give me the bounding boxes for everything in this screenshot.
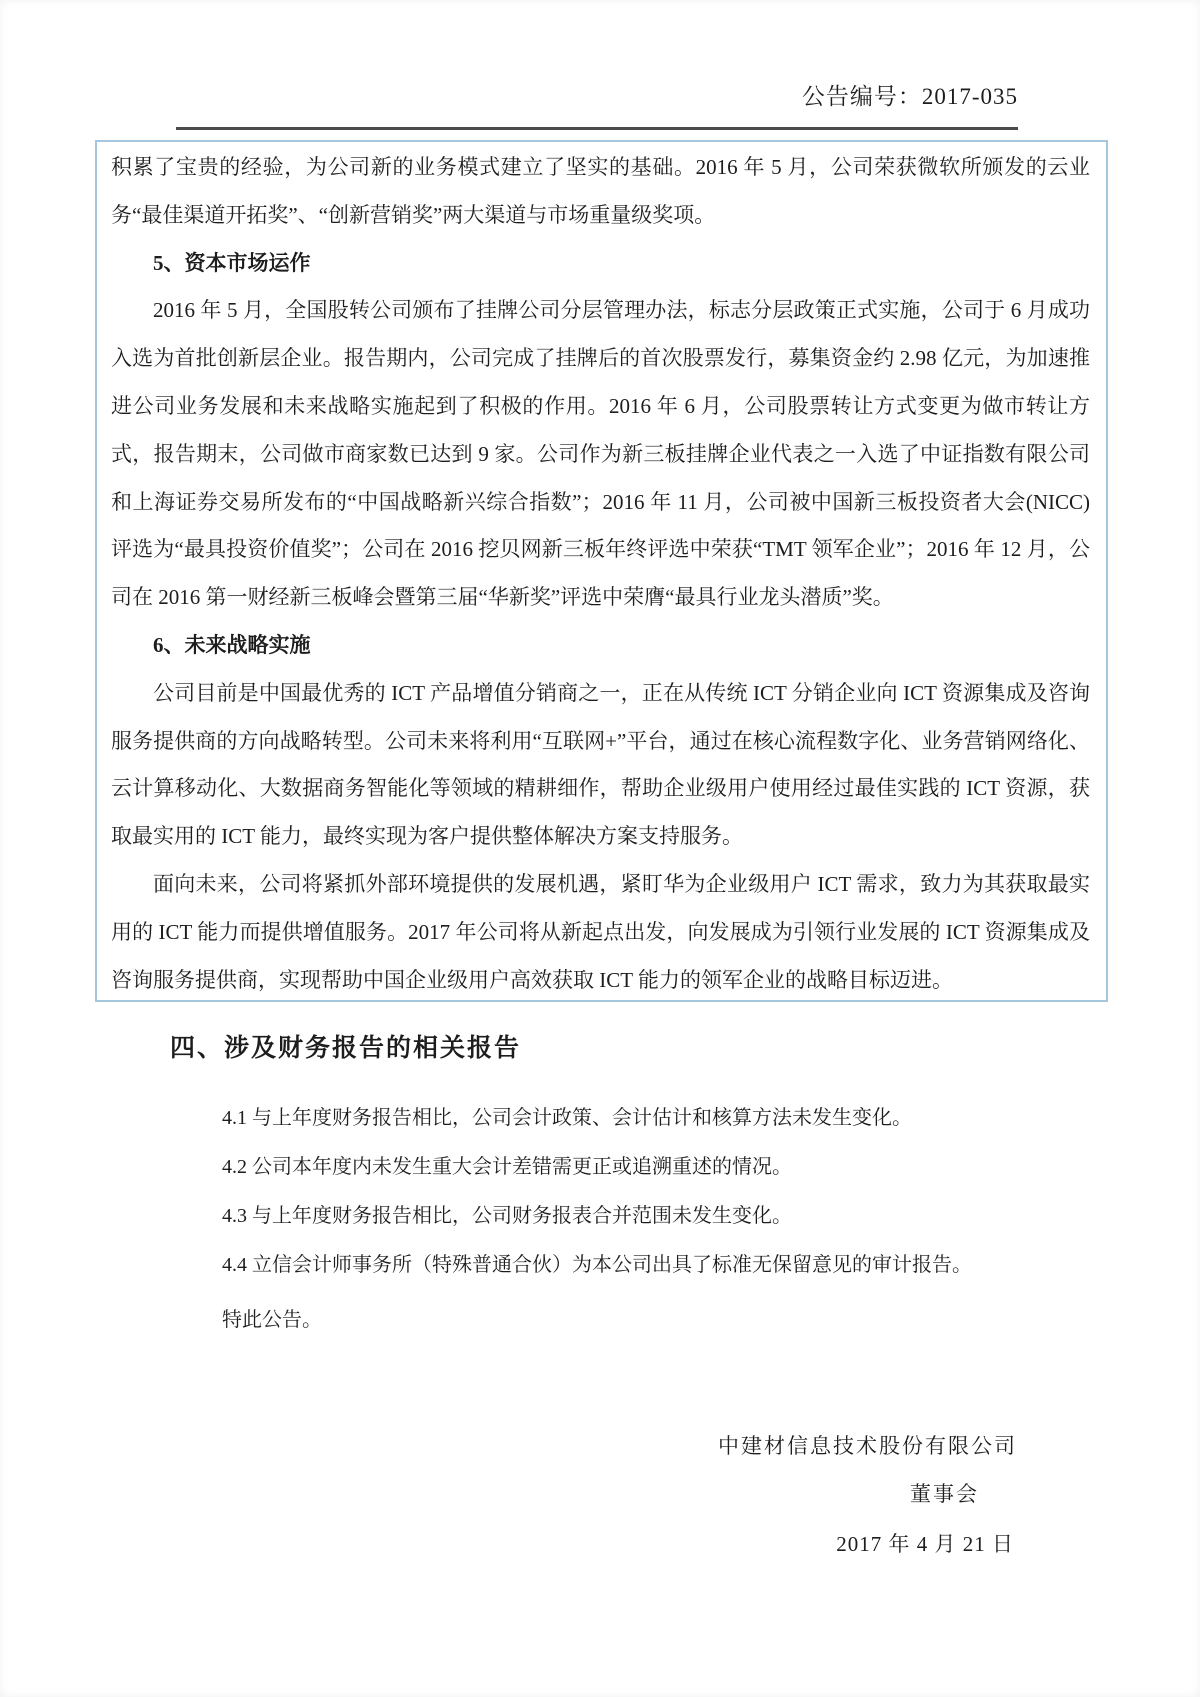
closing-statement: 特此公告。 bbox=[222, 1309, 322, 1331]
heading-future-strategy: 6、未来战略实施 bbox=[153, 632, 311, 657]
para-awards-continued: 积累了宝贵的经验，为公司新的业务模式建立了坚实的基础。2016 年 5 月，公司荣获微软所颁发的云业务“最佳渠道开拓奖”、“创新营销奖”两大渠道与市场重量级奖项。 bbox=[111, 155, 1090, 227]
heading-capital-market: 5、资本市场运作 bbox=[153, 250, 311, 275]
section4-item-2: 4.2 公司本年度内未发生重大会计差错需更正或追溯重述的情况。 bbox=[222, 1156, 792, 1178]
business-review-box bbox=[95, 140, 1108, 1002]
signature-board: 董事会 bbox=[910, 1482, 979, 1506]
header-rule-divider bbox=[176, 127, 1018, 130]
section4-items bbox=[222, 1094, 1062, 1290]
signature-date: 2017 年 4 月 21 日 bbox=[836, 1532, 1014, 1556]
section4-item-1: 4.1 与上年度财务报告相比，公司会计政策、会计估计和核算方法未发生变化。 bbox=[222, 1107, 912, 1129]
section4-heading: 四、涉及财务报告的相关报告 bbox=[170, 1035, 522, 1062]
para-future-strategy-1: 公司目前是中国最优秀的 ICT 产品增值分销商之一，正在从传统 ICT 分销企业向 ICT 资源集成及咨询服务提供商的方向战略转型。公司未来将利用“互联网+”平台，通过在核心流程数字化、业务营销网络化、云计算移动化、大数据商务智能化等领域的精耕细作，帮助企业级用户使用经过最佳实践的 ICT 资源，获取最实用的 ICT 能力，最终实现为客户提供整体解决方案支持服务。 bbox=[111, 680, 1090, 849]
section4-item-3: 4.3 与上年度财务报告相比，公司财务报表合并范围未发生变化。 bbox=[222, 1205, 792, 1227]
para-future-strategy-2: 面向未来，公司将紧抓外部环境提供的发展机遇，紧盯华为企业级用户 ICT 需求，致力为其获取最实用的 ICT 能力而提供增值服务。2017 年公司将从新起点出发，向发展成为引领行业发展的 ICT 资源集成及咨询服务提供商，实现帮助中国企业级用户高效获取 ICT 能力的领军企业的战略目标迈进。 bbox=[111, 871, 1090, 992]
doc-number: 公告编号：2017-035 bbox=[801, 84, 1018, 109]
para-capital-market: 2016 年 5 月，全国股转公司颁布了挂牌公司分层管理办法，标志分层政策正式实施，公司于 6 月成功入选为首批创新层企业。报告期内，公司完成了挂牌后的首次股票发行，募集资金约 2.98 亿元，为加速推进公司业务发展和未来战略实施起到了积极的作用。2016 年 6 月，公司股票转让方式变更为做市转让方式，报告期末，公司做市商家数已达到 9 家。公司作为新三板挂牌企业代表之一入选了中证指数有限公司和上海证券交易所发布的“中国战略新兴综合指数”；2016 年 11 月，公司被中国新三板投资者大会(NICC)评选为“最具投资价值奖”；公司在 2016 挖贝网新三板年终评选中荣获“TMT 领军企业”；2016 年 12 月，公司在 2016 第一财经新三板峰会暨第三届“华新奖”评选中荣膺“最具行业龙头潜质”奖。 bbox=[111, 298, 1090, 610]
signature-company-name: 中建材信息技术股份有限公司 bbox=[718, 1434, 1017, 1458]
section4-item-4: 4.4 立信会计师事务所（特殊普通合伙）为本公司出具了标准无保留意见的审计报告。 bbox=[222, 1254, 972, 1276]
